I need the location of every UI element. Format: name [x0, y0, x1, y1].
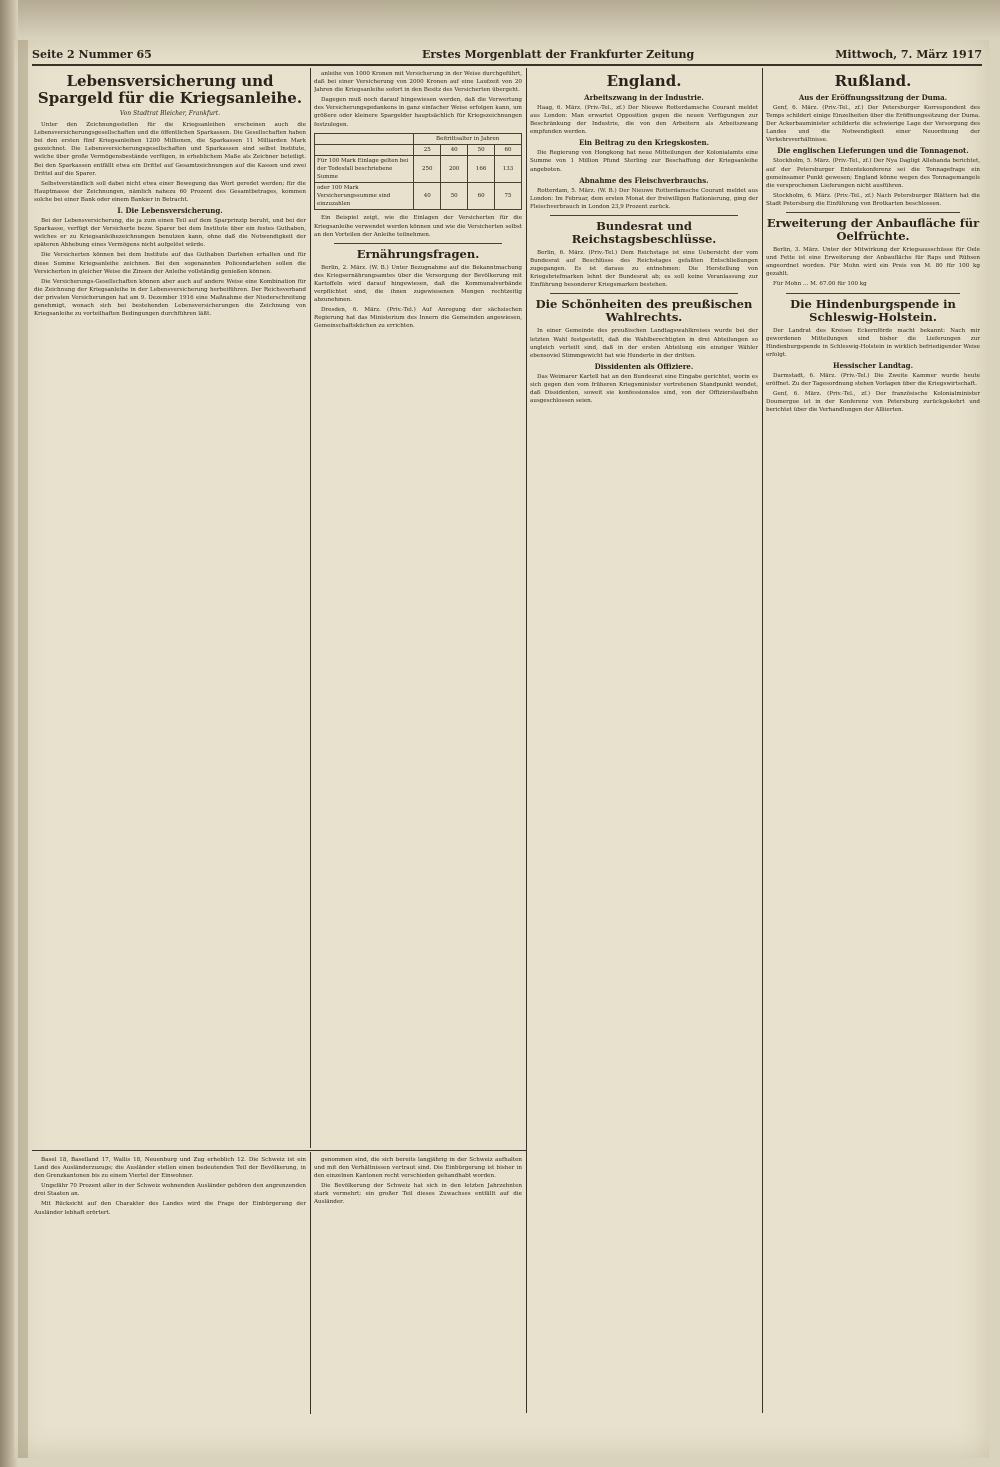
masthead: Erstes Morgenblatt der Frankfurter Zeitung: [422, 48, 695, 61]
table-cell: 25: [414, 144, 441, 155]
paragraph: Die Versicherungs-Gesellschaften können aber auch auf andere Weise eine Kombination für die Zeichnung der Kriegsanleihe in der Lebensversicherung herbeiführen. Der Reichsverband der privaten Versicherungen hat am 9. Dezember 1916 eine Maßnahme der Niederschreitung genehmigt, wonach sich bei bestehenden Lebensversicherungen die Zeichnung von Kriegsanleihe zu vorteilhaften Bedingungen durchführen läßt.: [34, 278, 306, 318]
paragraph: Genf, 6. März. (Priv.-Tel., zf.) Der französische Kolonialminister Doumergue ist in der Konferenz von Petersburg zurückgekehrt und berichtet über die Verhandlungen der Alliierten.: [766, 391, 980, 414]
paragraph: Dagegen muß noch darauf hingewiesen werden, daß die Verwertung des Versicherungsgedankens in ganz einfacher Weise erfolgen kann, um größere oder kleinere Spargelder hauptsächlich für Kriegszeichnungen festzulegen.: [314, 97, 522, 128]
header-rule: [32, 64, 982, 66]
article-headline: Erweiterung der Anbaufläche für Oelfrüchte.: [766, 216, 980, 244]
column-1: [34, 70, 306, 1148]
paragraph: Basel 18, Baselland 17, Wallis 18, Neuenburg und Zug erheblich 12. Die Schweiz ist ein Land des Ausländerzuzugs; die Ausländer stellen einen bedeutenden Teil der Bevölkerung, in den Grenzkantonen bis zu einem Viertel der Einwohner.: [34, 1157, 306, 1180]
paragraph: Genf, 6. März. (Priv.-Tel., zf.) Der Petersburger Korrespondent des Temps schildert einige Einzelheiten über die Eröffnungssitzung der Duma. Der Ackerbauminister schilderte die schwierige Lage der Versorgung des Landes und die Notwendigkeit einer Neuordnung der Verkehrsverhältnisse.: [766, 105, 980, 144]
article-headline: Die Schönheiten des preußischen Wahlrechts.: [535, 297, 753, 325]
paragraph: Ungefähr 70 Prozent aller in der Schweiz wohnenden Ausländer gehören den angrenzenden drei Staaten an.: [34, 1183, 306, 1198]
paragraph: Darmstadt, 6. März. (Priv.-Tel.) Die Zweite Kammer wurde heute eröffnet. Zu der Tagesordnung stehen Vorlagen über die Kriegswirtschaft.: [766, 372, 980, 387]
article-headline: England.: [606, 72, 682, 90]
column-rule: [310, 68, 311, 1148]
paragraph: Die Regierung von Hongkong hat neue Mitteilungen der Kolonialamts eine Summe von 1 Million Pfund Sterling zur Beschaffung der Kriegsanleihe angeboten.: [530, 150, 758, 173]
issue-date: Mittwoch, 7. März 1917: [835, 48, 982, 61]
table-cell: 60: [468, 183, 495, 210]
table-cell: 40: [441, 144, 468, 155]
paragraph: Berlin, 6. März. (Priv.-Tel.) Dem Reichstage ist eine Uebersicht der vom Bundesrat auf Beschlüsse des Reichstages gefaßten Entschließungen zugegangen. Es ist daraus zu entnehmen: Die Herstellung von Kriegsbriefmarken lehnt der Bundesrat ab; es soll keine Veranlassung zur Einführung besonderer Kriegsmarken bestehen.: [530, 249, 758, 289]
table-cell: 166: [468, 155, 495, 182]
paragraph: Ein Beispiel zeigt, wie die Einlagen der Versicherten für die Kriegsanleihe verwendet werden können und wie die Versicherten selbst an den Vorteilen der Anleihe teilnehmen.: [314, 215, 522, 238]
column-rule: [310, 1152, 311, 1414]
paragraph: Berlin, 3. März. Unter der Mitwirkung der Kriegsausschüsse für Oele und Fette ist eine Erweiterung der Anbaufläche für Raps und Rübsen angeordnet worden. Für Mohn wird ein Preis von M. 80 für 100 kg gezahlt.: [766, 247, 980, 278]
paragraph: In einer Gemeinde des preußischen Landtagswahlkreises wurde bei der letzten Wahl festgestellt, daß die Wahlberechtigten in drei Abteilungen so ungleich verteilt sind, daß in der ersten Abteilung ein einziger Wähler ebensoviel Stimmgewicht hat wie Hunderte in der dritten.: [530, 328, 758, 359]
divider: [334, 243, 502, 244]
paragraph: Bei der Lebensversicherung, die ja zum einen Teil auf dem Sparprinzip beruht, und bei der Sparkasse, verfügt der Versicherte bezw. Sparer bei dem Institute über ein festes Guthaben, welches er zu Kriegsanleihezeichnungen benutzen kann, ohne daß die Notwendigkeit der späteren Abhebung eines Vermögens nicht aufgelöst würde.: [34, 218, 306, 249]
paragraph: Berlin, 2. März. (W. B.) Unter Bezugnahme auf die Bekanntmachung des Kriegsernährungsamtes über die Versorgung der Bevölkerung mit Kartoffeln wird darauf hingewiesen, daß die Kommunalverbände verpflichtet sind, die ihnen zugewiesenen Mengen rechtzeitig abzunehmen.: [314, 264, 522, 304]
paragraph: Dresden, 6. März. (Priv.-Tel.) Auf Anregung der sächsischen Regierung hat das Ministerium des Innern die Gemeinden angewiesen, Gemeinschaftsküchen zu errichten.: [314, 307, 522, 330]
paragraph: Rotterdam, 5. März. (W. B.) Der Nieuwe Rotterdamsche Courant meldet aus London: Im Februar, dem ersten Monat der freiwilligen Rationierung, ging der Fleischverbrauch in London 23,9 Prozent zurück.: [530, 187, 758, 210]
table-row: [315, 155, 522, 182]
table-cell: 50: [441, 183, 468, 210]
article-headline: Ernährungsfragen.: [356, 246, 480, 261]
article-headline: Rußland.: [834, 72, 912, 90]
column-2: [314, 70, 522, 1148]
divider: [786, 293, 960, 294]
price-list: Für Mohn ... M. 67.00 für 100 kg: [773, 281, 867, 288]
paragraph: Der Landrat des Kreises Eckernförde macht bekannt: Nach mir gewordenen Mitteilungen sind bisher die Lieferungen zur Hindenburgspende in Schleswig-Holstein in wirklich befriedigender Weise erfolgt.: [766, 327, 980, 358]
paragraph: Mit Rücksicht auf den Charakter des Landes wird die Frage der Einbürgerung der Ausländer lebhaft erörtert.: [34, 1201, 306, 1216]
page-number: Seite 2 Nummer 65: [32, 48, 152, 61]
divider: [786, 212, 960, 213]
paragraph: anleihe von 1000 Kronen mit Versicherung in der Weise durchgeführt, daß bei einer Versicherung von 2000 Kronen auf eine Laufzeit von 20 Jahren die Kriegsanleihe sofort in den Besitz des Versicherten übergeht.: [314, 71, 522, 94]
table-cell: 40: [414, 183, 441, 210]
section-rule: [32, 1150, 526, 1151]
column-rule: [526, 68, 527, 1413]
table-cell: 60: [495, 144, 522, 155]
column-rule: [762, 68, 763, 1413]
paragraph: Die Versicherten können bei dem Institute auf das Guthaben Darlehen erhalten und für diese Summe Kriegsanleihe zeichnen. Bei den sogenannten Policendarlehen sollen die Versicherten in gleicher Weise die Zinsen der Anleihe vollständig genießen können.: [34, 252, 306, 275]
table-cell: 50: [468, 144, 495, 155]
paragraph: genommen sind, die sich bereits langjährig in der Schweiz aufhalten und mit den Verhältnissen vertraut sind. Die Einbürgerung ist bisher in den einzelnen Kantonen recht verschieden gehandhabt worden.: [314, 1157, 522, 1180]
divider: [550, 293, 738, 294]
paper-edge: [18, 40, 28, 1458]
table-row: [315, 183, 522, 210]
table-cell: 200: [441, 155, 468, 182]
section-subhead: Hessischer Landtag.: [832, 360, 914, 370]
insurance-table: [314, 133, 522, 211]
paragraph: Das Weimarer Kartell hat an den Bundesrat eine Eingabe gerichtet, worin es sich gegen den vom früheren Kriegsminister vertretenen Standpunkt wendet, daß Dissidenten, soweit sie konfessionslos sind, von der Offizierslaufbahn ausgeschlossen seien.: [530, 373, 758, 405]
paragraph: Die Bevölkerung der Schweiz hat sich in den letzten Jahrzehnten stark vermehrt; ein großer Teil dieses Zuwachses entfällt auf die Ausländer.: [314, 1183, 522, 1206]
paragraph: Stockholm, 5. März. (Priv.-Tel., zf.) Der Nya Dagligt Allehanda berichtet, auf der Petersburger Ententekonferenz sei die Tonnagefrage ein gemeinsamer Punkt gewesen; England könne wegen des Tonnagemangels die versprochenen Lieferungen nicht ausführen.: [766, 158, 980, 189]
bottom-column-1: [34, 1156, 306, 1412]
paragraph: Stockholm, 6. März. (Priv.-Tel., zf.) Nach Petersburger Blättern hat die Stadt Petersburg die Einführung von Brotkarten beschlossen.: [766, 192, 980, 207]
section-subhead: I. Die Lebensversicherung.: [117, 206, 223, 216]
paragraph: Haag, 6. März. (Priv.-Tel., zf.) Der Nieuwe Rotterdamsche Courant meldet aus London: Man erwartet Opposition gegen die neuen Verfügungen zur Beschränkung der Industrie, die von den Arbeitern als Arbeitszwang empfunden werden.: [530, 105, 758, 136]
paragraph: Selbstverständlich soll dabei nicht etwa einer Bewegung das Wort geredet werden; für die Hauptmasse der Zeichnungen, nämlich nahezu 60 Prozent des Gesamtbetrages, kommen solche bei einer Bank oder einem Bankier in Betracht.: [34, 180, 306, 203]
column-4: [766, 70, 980, 1410]
table-cell: Für 100 Mark Einlage gelten bei der Todesfall beschriebene Summe: [315, 155, 414, 182]
table-cell: [315, 144, 414, 155]
section-subhead: Aus der Eröffnungssitzung der Duma.: [798, 93, 948, 102]
section-subhead: Abnahme des Fleischverbrauchs.: [579, 175, 709, 185]
bottom-column-2: [314, 1156, 522, 1412]
table-header: [315, 133, 414, 144]
page-header: [32, 44, 982, 64]
section-subhead: Die englischen Lieferungen und die Tonnagenot.: [777, 146, 969, 156]
table-cell: 133: [495, 155, 522, 182]
column-3: [530, 70, 758, 1410]
section-subhead: Dissidenten als Offiziere.: [594, 361, 694, 371]
divider: [550, 215, 738, 216]
article-byline: Von Stadtrat Bleicher, Frankfurt.: [119, 110, 221, 117]
article-headline: Lebensversicherung und Spargeld für die Kriegsanleihe.: [37, 72, 303, 107]
table-cell: 250: [414, 155, 441, 182]
top-margin: [18, 0, 1000, 40]
article-headline: Bundesrat und Reichstagsbeschlüsse.: [571, 218, 717, 246]
section-subhead: Arbeitszwang in der Industrie.: [584, 93, 704, 102]
paragraph: Unter den Zeichnungsstellen für die Kriegsanleihen erscheinen auch die Lebensversicherungsgesellschaften und die öffentlichen Sparkassen. Die Gesellschaften haben bei den ersten fünf Kriegsanleihen 1200 Millionen, die Sparkassen 11 Milliarden Mark gezeichnet. Die Lebensversicherungsgesellschaften und Sparkassen sind selbst Institute, welche über große Vermögensbestände verfügen, in erheblichem Maße als Zeichner beteiligt. Bei den Sparkassen entfällt etwa ein Drittel auf Gesamtzeichnungen auf die Kassen und zwei Drittel auf die Sparer.: [34, 122, 306, 177]
table-header: Beitrittsalter in Jahren: [414, 133, 522, 144]
table-cell: oder 100 Mark Versicherungssumme sind einzuzahlen: [315, 183, 414, 210]
article-headline: Die Hindenburgspende in Schleswig-Holstein.: [790, 296, 956, 324]
section-subhead: Ein Beitrag zu den Kriegskosten.: [578, 138, 710, 148]
table-cell: 75: [495, 183, 522, 210]
